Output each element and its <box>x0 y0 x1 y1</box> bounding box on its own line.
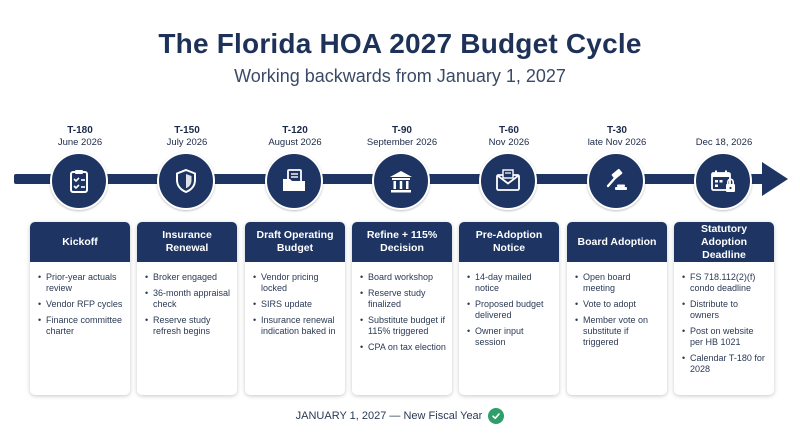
stage-bullets <box>674 262 774 375</box>
stage-countdown: T-90 <box>391 125 412 136</box>
stage-date: Dec 18, 2026 <box>695 137 753 148</box>
document-folder-icon <box>265 152 323 210</box>
footer-new-fiscal-year <box>0 408 800 424</box>
bullet-item: • Post on website per HB 1021 <box>682 326 768 348</box>
clipboard-checklist-icon <box>50 152 108 210</box>
bullet-item: • Reserve study refresh begins <box>145 315 231 337</box>
bullet-item: • Prior-year actuals review <box>38 272 124 294</box>
stage-date: July 2026 <box>166 137 208 148</box>
bullet-item: • Reserve study finalized <box>360 288 446 310</box>
bullet-item: • CPA on tax election <box>360 342 446 353</box>
stage-heading: Statutory Adoption Deadline <box>674 222 774 262</box>
bullet-item: • Substitute budget if 115% triggered <box>360 315 446 337</box>
stage-card <box>245 222 345 395</box>
envelope-icon <box>479 152 537 210</box>
calendar-lock-icon <box>694 152 752 210</box>
stage-bullets <box>137 262 237 337</box>
stage-card <box>30 222 130 395</box>
stage-countdown: T-60 <box>498 125 519 136</box>
footer-text: JANUARY 1, 2027 — New Fiscal Year <box>295 410 483 422</box>
stage-bullets <box>245 262 345 337</box>
stage-heading: Draft Operating Budget <box>245 222 345 262</box>
bullet-item: • Distribute to owners <box>682 299 768 321</box>
bullet-item: • Open board meeting <box>575 272 661 294</box>
stage-card <box>674 222 774 395</box>
stage-countdown: T-30 <box>606 125 627 136</box>
bullet-item: • Finance committee charter <box>38 315 124 337</box>
stage-heading: Board Adoption <box>567 222 667 262</box>
bullet-item: • Broker engaged <box>145 272 231 283</box>
stage-date: August 2026 <box>268 137 322 148</box>
timeline-arrowhead <box>762 162 788 196</box>
bullet-item: • Vendor RFP cycles <box>38 299 124 310</box>
stage-card <box>567 222 667 395</box>
bullet-item: • Vote to adopt <box>575 299 661 310</box>
bullet-item: • SIRS update <box>253 299 339 310</box>
stage-card <box>459 222 559 395</box>
stage-heading: Refine + 115% Decision <box>352 222 452 262</box>
stage-countdown: T-180 <box>67 125 93 136</box>
bullet-item: • Vendor pricing locked <box>253 272 339 294</box>
stage-card <box>137 222 237 395</box>
stage-heading: Insurance Renewal <box>137 222 237 262</box>
bullet-item: • Board workshop <box>360 272 446 283</box>
bullet-item: • Proposed budget delivered <box>467 299 553 321</box>
stage-bullets <box>567 262 667 348</box>
gavel-icon <box>587 152 645 210</box>
diagram-subtitle: Working backwards from January 1, 2027 <box>234 66 566 86</box>
stage-date: September 2026 <box>366 137 438 148</box>
bullet-item: • Calendar T-180 for 2028 <box>682 353 768 375</box>
bullet-item: • 14-day mailed notice <box>467 272 553 294</box>
stage-bullets <box>352 262 452 353</box>
stage-bullets <box>30 262 130 337</box>
bullet-item: • Member vote on substitute if triggered <box>575 315 661 348</box>
stage-date: Nov 2026 <box>488 137 530 148</box>
stage-date: June 2026 <box>57 137 103 148</box>
bullet-item: • Owner input session <box>467 326 553 348</box>
diagram-title: The Florida HOA 2027 Budget Cycle <box>158 28 642 59</box>
stage-countdown: T-150 <box>174 125 200 136</box>
check-circle-icon <box>488 408 504 424</box>
stage-heading: Kickoff <box>30 222 130 262</box>
stage-heading: Pre-Adoption Notice <box>459 222 559 262</box>
bullet-item: • Insurance renewal indication baked in <box>253 315 339 337</box>
shield-icon <box>157 152 215 210</box>
stage-bullets <box>459 262 559 348</box>
stage-card <box>352 222 452 395</box>
stage-countdown: T-120 <box>282 125 308 136</box>
stage-date: late Nov 2026 <box>587 137 647 148</box>
bullet-item: • FS 718.112(2)(f) condo deadline <box>682 272 768 294</box>
bank-building-icon <box>372 152 430 210</box>
bullet-item: • 36-month appraisal check <box>145 288 231 310</box>
